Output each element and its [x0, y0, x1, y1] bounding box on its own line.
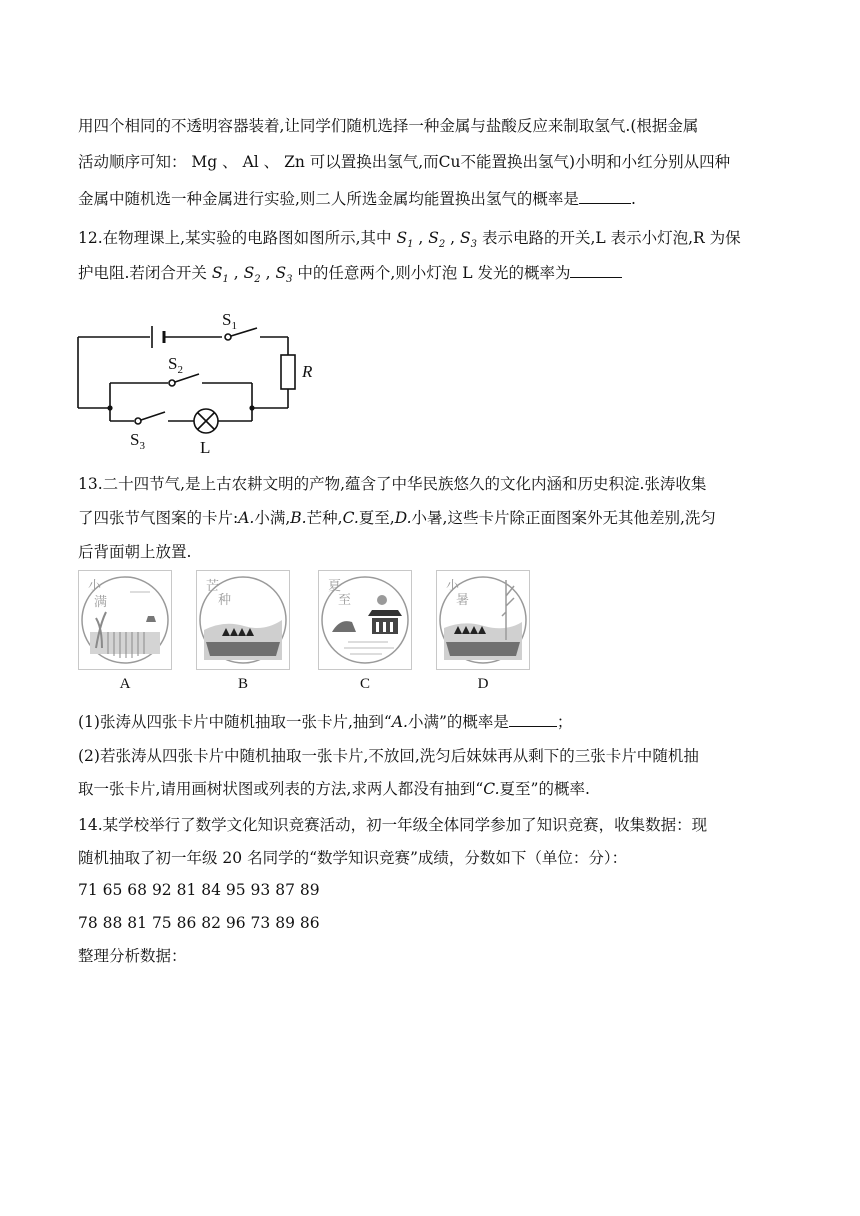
switch-s1: $S_1$: [211, 264, 229, 286]
p2-card-name: 夏至: [499, 780, 531, 798]
answer-blank: [570, 263, 622, 278]
switch-s2: $S_2$: [243, 264, 261, 286]
q11-line-3-end: .: [630, 190, 636, 208]
scores-row-1: 71 65 68 92 81 84 95 93 87 89: [78, 881, 320, 899]
q13-line-1: 13.二十四节气,是上古农耕文明的产物,蕴含了中华民族悠久的文化内涵和历史积淀.张涛收集: [78, 475, 707, 493]
card-a-letter: A.: [238, 509, 255, 527]
card-c: [318, 570, 412, 692]
card-b-letter: B.: [290, 509, 307, 527]
card-c-name: 夏至,: [358, 509, 395, 527]
q14-line-5: 整理分析数据：: [78, 947, 187, 965]
q11-line-1: 用四个相同的不透明容器装着,让同学们随机选择一种金属与盐酸反应来制取氢气.(根据金属: [78, 117, 699, 135]
q11-line-2: 活动顺序可知： Mg 、 Al 、 Zn 可以置换出氢气,而Cu不能置换出氢气)小明和小红分别从四种: [78, 153, 731, 171]
card-b: [196, 570, 290, 692]
s3-blade: [141, 412, 165, 420]
p1-card-letter: A.: [391, 713, 408, 731]
q13-line-3: 后背面朝上放置.: [78, 543, 192, 561]
card-d-letter: D.: [394, 509, 412, 527]
card-b-label: B: [237, 676, 248, 692]
card-a: [78, 570, 172, 692]
switch-s1: $S_1$: [396, 229, 414, 251]
q13-part-2-line-2: [78, 779, 798, 799]
card-c-title-2: 至: [338, 593, 352, 608]
q11-line-3-text: 金属中随机选一种金属进行实验,则二人所选金属均能置换出氢气的概率是: [78, 190, 579, 208]
answer-blank: [509, 712, 557, 727]
label-s3: $S_3$: [130, 430, 145, 452]
q13-part-1: [78, 712, 798, 732]
q12-line-2-a: 护电阻.若闭合开关: [78, 264, 207, 282]
card-b-name: 芒种,: [306, 509, 343, 527]
q13-line-2-tail: 这些卡片除正面图案外无其他差别,洗匀: [447, 509, 716, 527]
card-c-letter: C.: [342, 509, 359, 527]
q12-line-2-b: 中的任意两个,则小灯泡 L 发光的概率为: [297, 264, 571, 282]
card-a-title-1: 小: [88, 579, 102, 594]
card-b-title-2: 种: [218, 593, 232, 608]
card-b-title-1: 芒: [206, 579, 220, 594]
q12-line-2: 护电阻.若闭合开关 $S_1$ , $S_2$ , $S_3$ 中的任意两个,则小灯泡 L 发光的概率为: [78, 263, 798, 290]
card-d-title-1: 小: [446, 579, 460, 594]
q13-part-2-line-1: (2)若张涛从四张卡片中随机抽取一张卡片,不放回,洗匀后妹妹再从剩下的三张卡片中随机抽: [78, 747, 699, 765]
q13-p1-c: ；: [556, 713, 573, 731]
p1-card-name: 小满: [407, 713, 439, 731]
switch-s3: $S_3$: [275, 264, 293, 286]
label-r: R: [302, 362, 313, 381]
card-a-name: 小满,: [254, 509, 291, 527]
s3-contact: [135, 418, 141, 424]
p2-card-letter: C.: [483, 780, 500, 798]
q14-line-2: 随机抽取了初一年级 20 名同学的“数学知识竞赛”成绩，分数如下（单位：分）：: [78, 849, 628, 867]
card-d-label: D: [477, 676, 489, 692]
card-c-title-1: 夏: [328, 579, 342, 594]
q13-p1-b: ”的概率是: [438, 713, 509, 731]
card-d: [436, 570, 530, 692]
label-s1: $S_1$: [222, 310, 237, 332]
answer-blank: [579, 189, 631, 204]
q13-line-2: [78, 508, 798, 528]
s1-contact: [225, 334, 231, 340]
q13-p2-a: 取一张卡片,请用画树状图或列表的方法,求两人都没有抽到“: [78, 780, 484, 798]
q14-line-1: 14.某学校举行了数学文化知识竞赛活动，初一年级全体同学参加了知识竞赛，收集数据：现: [78, 816, 708, 834]
card-a-title-2: 满: [94, 595, 108, 610]
resistor-r: [281, 355, 295, 389]
junction-right: [249, 405, 254, 410]
q12-line-1-b: 表示电路的开关,L 表示小灯泡,R 为保: [481, 229, 741, 247]
switch-s2: $S_2$: [428, 229, 446, 251]
circuit-diagram: [72, 303, 332, 463]
q11-line-3: [78, 189, 798, 209]
q12-line-1-a: 12.在物理课上,某实验的电路图如图所示,其中: [78, 229, 392, 247]
card-d-name: 小暑,: [411, 509, 448, 527]
q12-line-1: 12.在物理课上,某实验的电路图如图所示,其中 $S_1$ , $S_2$ , $S_3$ 表示电路的开关,L 表示小灯泡,R 为保: [78, 229, 741, 251]
scores-row-2: 78 88 81 75 86 82 96 73 89 86: [78, 914, 320, 932]
junction-left: [107, 405, 112, 410]
q13-p2-b: ”的概率.: [530, 780, 590, 798]
label-s2: $S_2$: [168, 354, 183, 376]
solar-term-cards: [78, 570, 538, 700]
label-l: L: [200, 438, 211, 457]
q13-p1-a: (1)张涛从四张卡片中随机抽取一张卡片,抽到“: [78, 713, 392, 731]
s2-contact: [169, 380, 175, 386]
card-a-label: A: [119, 676, 131, 692]
switch-s3: $S_3$: [460, 229, 478, 251]
q13-line-2-a: 了四张节气图案的卡片:: [78, 509, 239, 527]
card-d-title-2: 暑: [456, 593, 470, 608]
card-c-label: C: [359, 676, 370, 692]
